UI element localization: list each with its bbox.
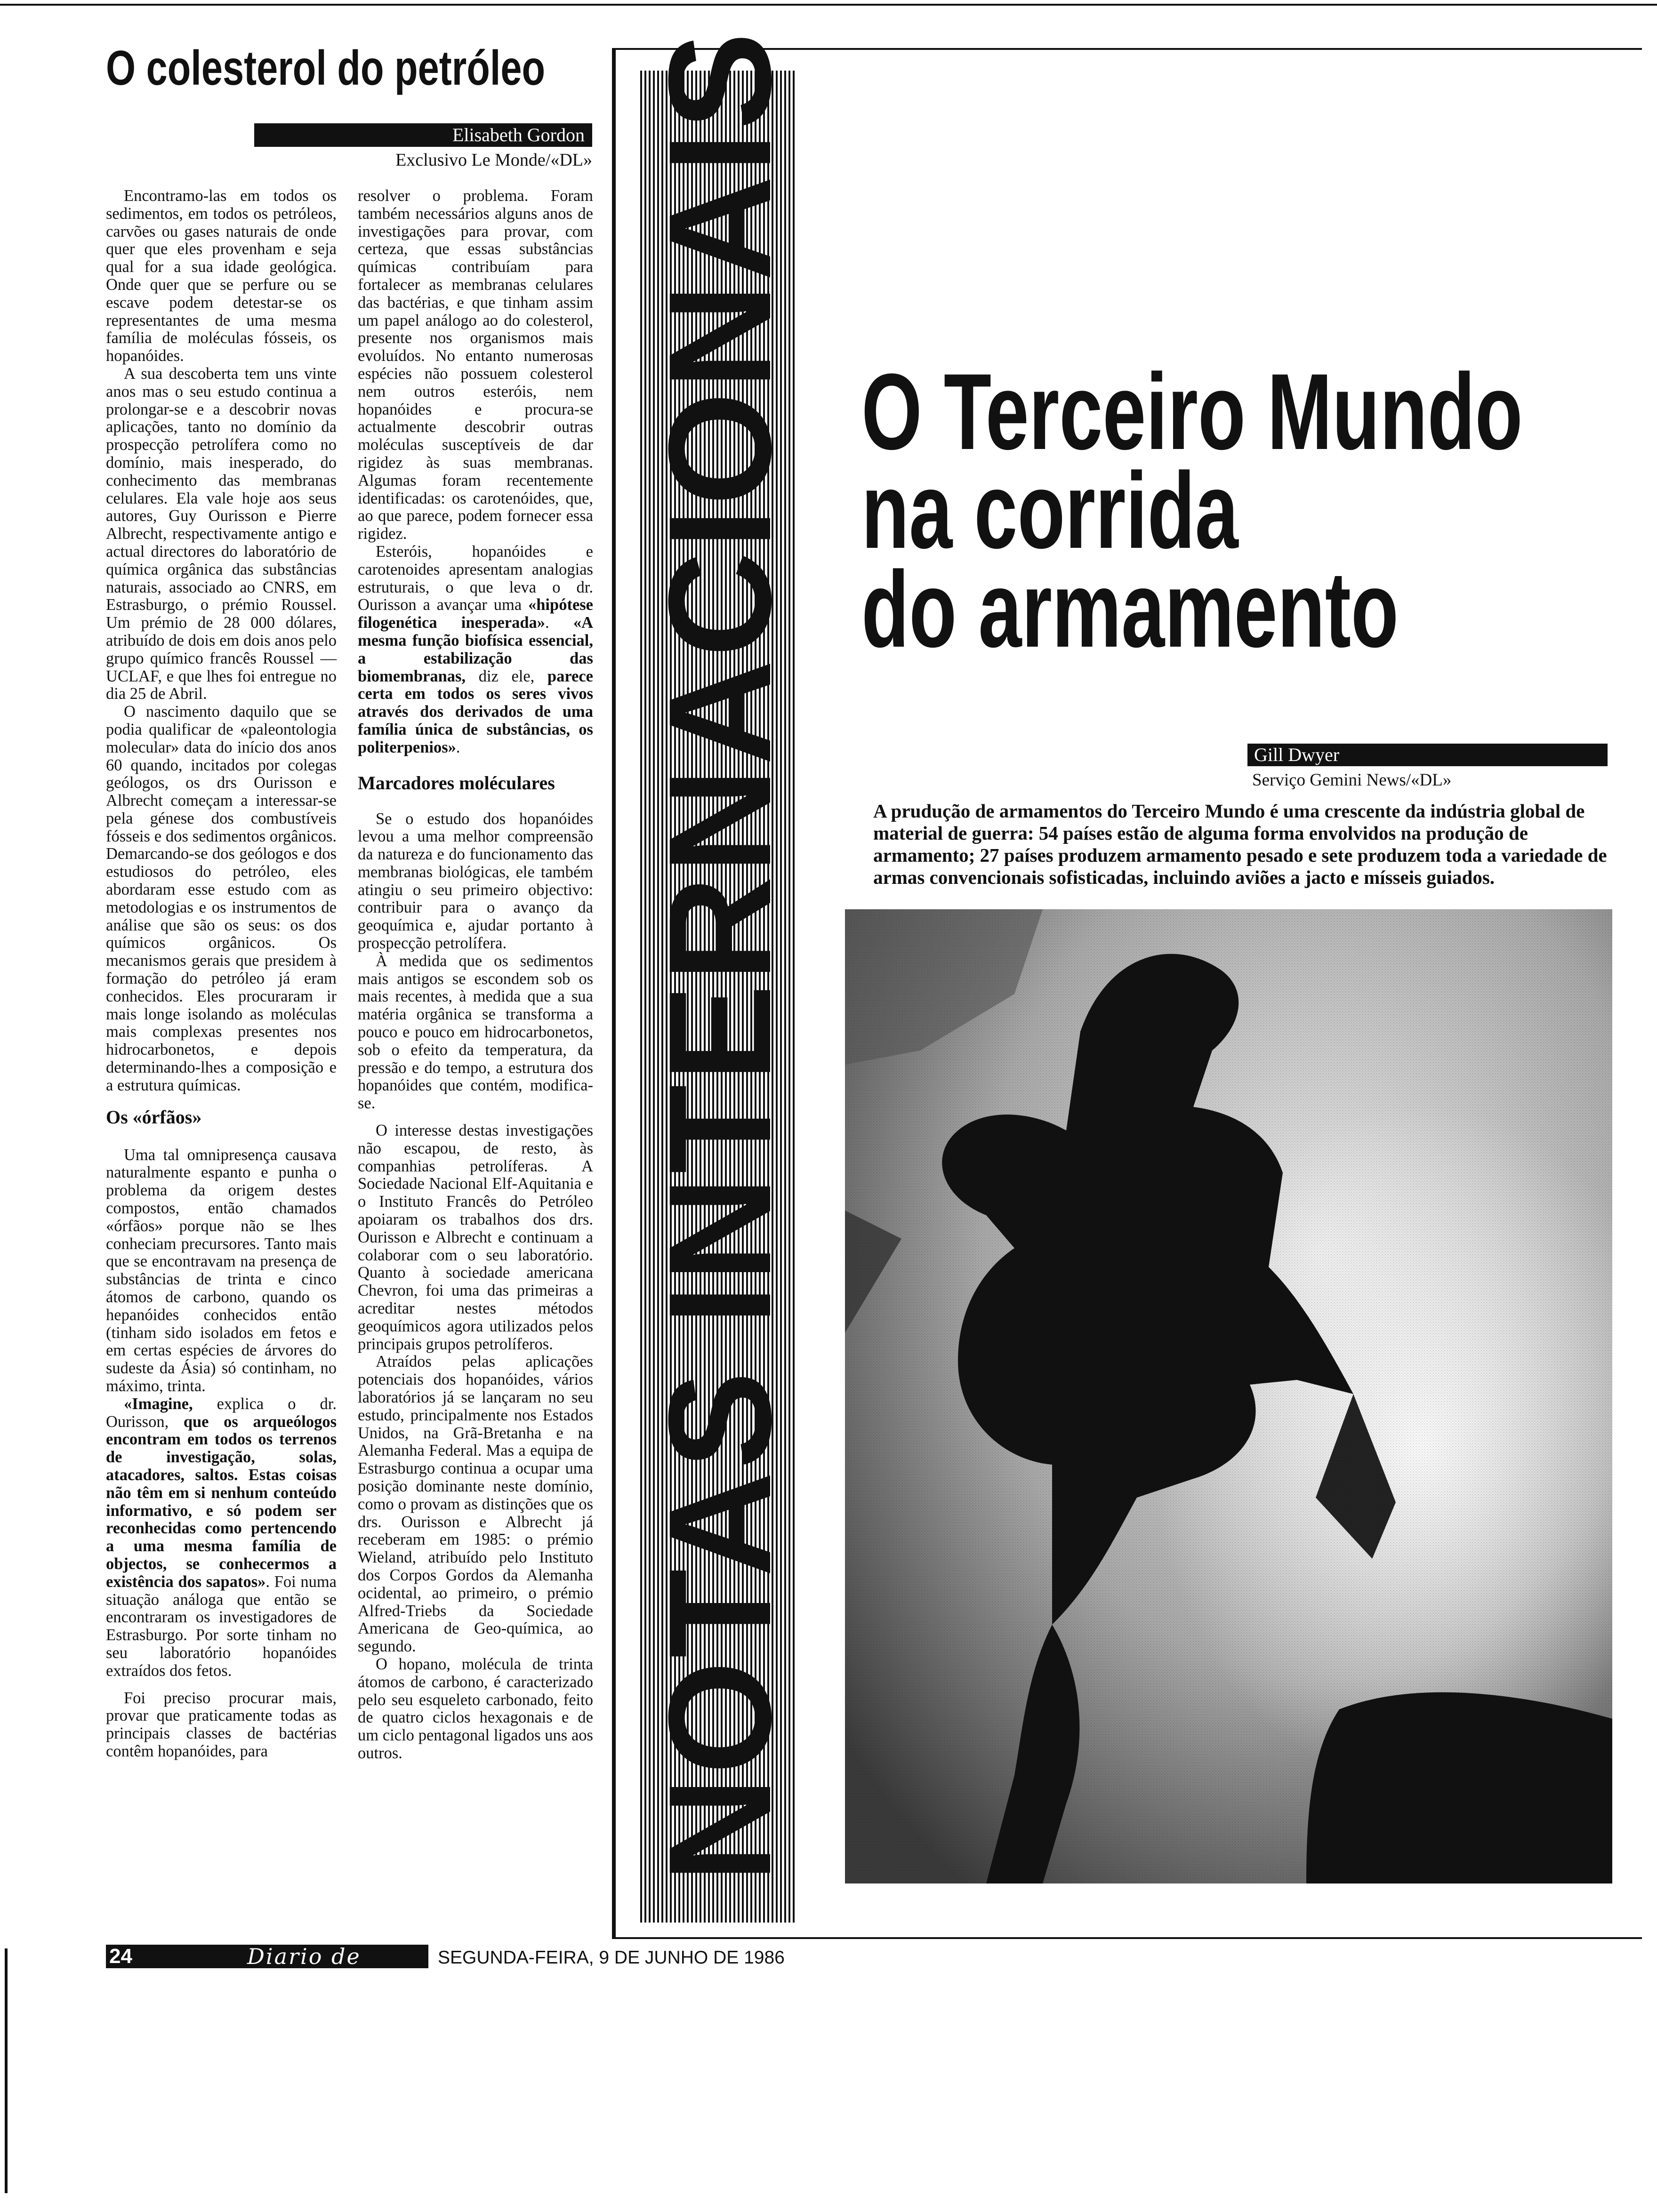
page-number: 24 <box>109 1945 132 1968</box>
left-article-headline: O colesterol do petróleo <box>106 41 546 96</box>
text-run: . <box>545 614 573 632</box>
subheading: Os «órfãos» <box>106 1106 202 1128</box>
feature-photo <box>845 909 1612 1883</box>
paragraph: Uma tal omnipresença causava naturalmente espanto e punha o problema da origem destes compostos, então chamados «órfãos» porque não se lhes conheciam precursores. Tanto mais que se encontravam na presença de substâncias de trinta e cinco átomos de carbono, quando os hepanóides conhecidos então (tinham sido isolados em fetos e em certas espécies de árvores do sudeste da Ásia) só continham, no máximo, trinta. <box>106 1146 337 1395</box>
left-article-column-1 <box>106 187 337 1761</box>
issue-date: SEGUNDA-FEIRA, 9 DE JUNHO DE 1986 <box>438 1948 785 1968</box>
paragraph: resolver o problema. Foram também necessários alguns anos de investigações para provar, com certeza, que essas substâncias químicas contribuíam para fortalecer as membranas celulares das bactérias, e que tinham assim um papel análogo ao do colesterol, presente nos organismos mais evoluídos. No entanto numerosas espécies não possuem colesterol nem outros esteróis, nem hopanóides e procura-se actualmente descobrir outras moléculas susceptíveis de dar rigidez às suas membranas. Algumas foram recentemente identificadas: os carotenóides, que, ao que parece, podem fornecer essa rigidez. <box>358 187 593 543</box>
feature-source: Serviço Gemini News/«DL» <box>1252 770 1452 790</box>
paragraph: A sua descoberta tem uns vinte anos mas o seu estudo continua a prolongar-se e a descobrir novas aplicações, tanto no domínio da prospecção petrolífera como no domínio, mais inesperado, do conhecimento das membranas celulares. Ela vale hoje aos seus autores, Guy Ourisson e Pierre Albrecht, respectivamente antigo e actual directores do laboratório de química orgânica das substâncias naturais, associado ao CNRS, em Estrasburgo, o prémio Roussel. Um prémio de 28 000 dólares, atribuído de dois em dois anos pelo grupo químico francês Roussel — UCLAF, e que lhes foi entregue no dia 25 de Abril. <box>106 364 337 703</box>
top-rule <box>0 4 1657 6</box>
feature-headline-line-3: do armamento <box>861 549 1399 670</box>
section-label: NOTAS INTERNACIONAIS <box>638 29 801 1883</box>
feature-headline-line-1: O Terceiro Mundo <box>861 351 1523 472</box>
quote-run: «hipótese filogenética inesperada» <box>358 596 593 632</box>
paragraph: À medida que os sedimentos mais antigos se escondem sob os mais recentes, à medida que a sua matéria orgânica se transforma a pouco e pouco em hidrocarbonetos, sob o efeito da temperatura, da pressão e do tempo, a estrutura dos hopanóides que contém, modifica-se. <box>358 952 593 1113</box>
left-article-source: Exclusivo Le Monde/«DL» <box>395 150 592 170</box>
paragraph: Atraídos pelas aplicações potenciais dos hopanóides, vários laboratórios já se lançaram no seu estudo, principalmente nos Estados Unidos, na Grã-Bretanha e na Alemanha Federal. Mas a equipa de Estrasburgo continua a ocupar uma posição dominante neste domínio, como o provam as distinções que os drs. Ourisson e Albrecht já receberam em 1985: o prémio Wieland, atribuído pelo Instituto dos Corpos Gordos da Alemanha ocidental, ao primeiro, o prémio Alfred-Triebs da Sociedade Americana de Geo-química, ao segundo. <box>358 1353 593 1656</box>
paragraph: Se o estudo dos hopanóides levou a uma melhor compreensão da natureza e do funcionamento das membranas biológicas, ele também atingiu o seu primeiro objectivo: contribuir para o avanço da geoquímica e, ajudar portanto à prospecção petrolífera. <box>358 809 593 953</box>
paragraph <box>358 543 593 757</box>
feature-headline-line-2: na corrida <box>861 450 1239 571</box>
text-run: diz ele, <box>466 667 547 685</box>
quote-start: «Imagine, <box>124 1395 193 1413</box>
quote-run: parece certa em todos os seres vivos através dos derivados de uma família única de substâncias, os politerpenios» <box>358 667 593 756</box>
paragraph: Encontramo-las em todos os sedimentos, em todos os petróleos, carvões ou gases naturais de onde quer que eles provenham e seja qual for a sua idade geológica. Onde quer que se perfure ou se escave podem detestar-se os representantes de uma mesma família de moléculas fósseis, os hopanóides. <box>106 187 337 365</box>
feature-byline: Gill Dwyer <box>1254 744 1340 765</box>
paragraph: O nascimento daquilo que se podia qualificar de «paleontologia molecular» data do início dos anos 60 quando, incitados por colegas geólogos, os drs Ourisson e Albrecht começam a interessar-se pela génese dos combustíveis fósseis e dos sedimentos orgânicos. Demarcando-se dos geólogos e dos estudiosos do petróleo, eles abordaram esse estudo com as metodologias e os instrumentos de análise que são os seus: os dos químicos orgânicos. Os mecanismos gerais que presidem à formação do petróleo já eram conhecidos. Eles procuraram ir mais longe isolando as moléculas mais complexas presentes nos hidrocarbonetos, e depois determinando-lhes a composição e a estrutura químicas. <box>106 703 337 1094</box>
text-run: . <box>456 738 460 756</box>
newspaper-name: Diario de Lisboa <box>247 1944 361 1993</box>
text-run: . Foi numa situação análoga que então se encontraram os investigadores de Estrasburgo. Por sorte tinham no seu laboratório hopanóides extraídos dos fetos. <box>106 1572 337 1680</box>
feature-standfirst: A prudução de armamentos do Terceiro Mundo é uma crescente da indústria global de material de guerra: 54 países estão de alguma forma envolvidos na produção de armamento; 27 países produzem armamento pesado e sete produzem toda a variedade de armas convencionais sofisticadas, incluindo aviões a jacto e mísseis guiados. <box>873 800 1607 888</box>
silhouette-photo <box>845 909 1612 1883</box>
feature-byline-bar <box>1247 744 1608 766</box>
text-run: Esteróis, hopanóides e carotenoides apresentam analogias estruturais, o que leva o dr. Ourisson a avançar uma <box>358 542 593 614</box>
feature-headline <box>861 351 1523 670</box>
quote-body: que os arqueólogos encontram em todos os terrenos de investigação, solas, atacadores, saltos. Estas coisas não têm em si nenhum conteúdo informativo, e só podem ser reconhecidas como pertencendo a uma mesma família de objectos, se conhecermos a existência dos sapatos» <box>106 1412 337 1591</box>
left-article-byline: Elisabeth Gordon <box>452 124 585 145</box>
text-run: explica o dr. Ourisson, <box>106 1395 337 1431</box>
subheading: Marcadores moléculares <box>358 772 555 793</box>
paragraph: O hopano, molécula de trinta átomos de carbono, é caracterizado pelo seu esqueleto carbonado, feito de quatro ciclos hexagonais e de um ciclo pentagonal ligados uns aos outros. <box>358 1655 593 1762</box>
paragraph: Foi preciso procurar mais, provar que praticamente todas as principais classes de bactérias contêm hopanóides, para <box>106 1689 337 1760</box>
paragraph: O interesse destas investigações não escapou, de resto, às companhias petrolíferas. A Sociedade Nacional Elf-Aquitania e o Instituto Francês do Petróleo apoiaram os trabalhos dos drs. Ourisson e Albrecht e continuam a colaborar com o seu laboratório. Quanto à sociedade americana Chevron, foi uma das primeiras a acreditar nestes métodos geoquímicos agora utilizados pelos principais grupos petrolíferos. <box>358 1122 593 1353</box>
quote-run: «A mesma função biofísica essencial, a estabilização das biomembranas, <box>358 614 594 685</box>
paragraph <box>106 1395 337 1680</box>
left-article-byline-bar <box>254 123 592 147</box>
left-edge-rule <box>5 1948 8 2193</box>
left-article-column-2 <box>358 187 593 1763</box>
